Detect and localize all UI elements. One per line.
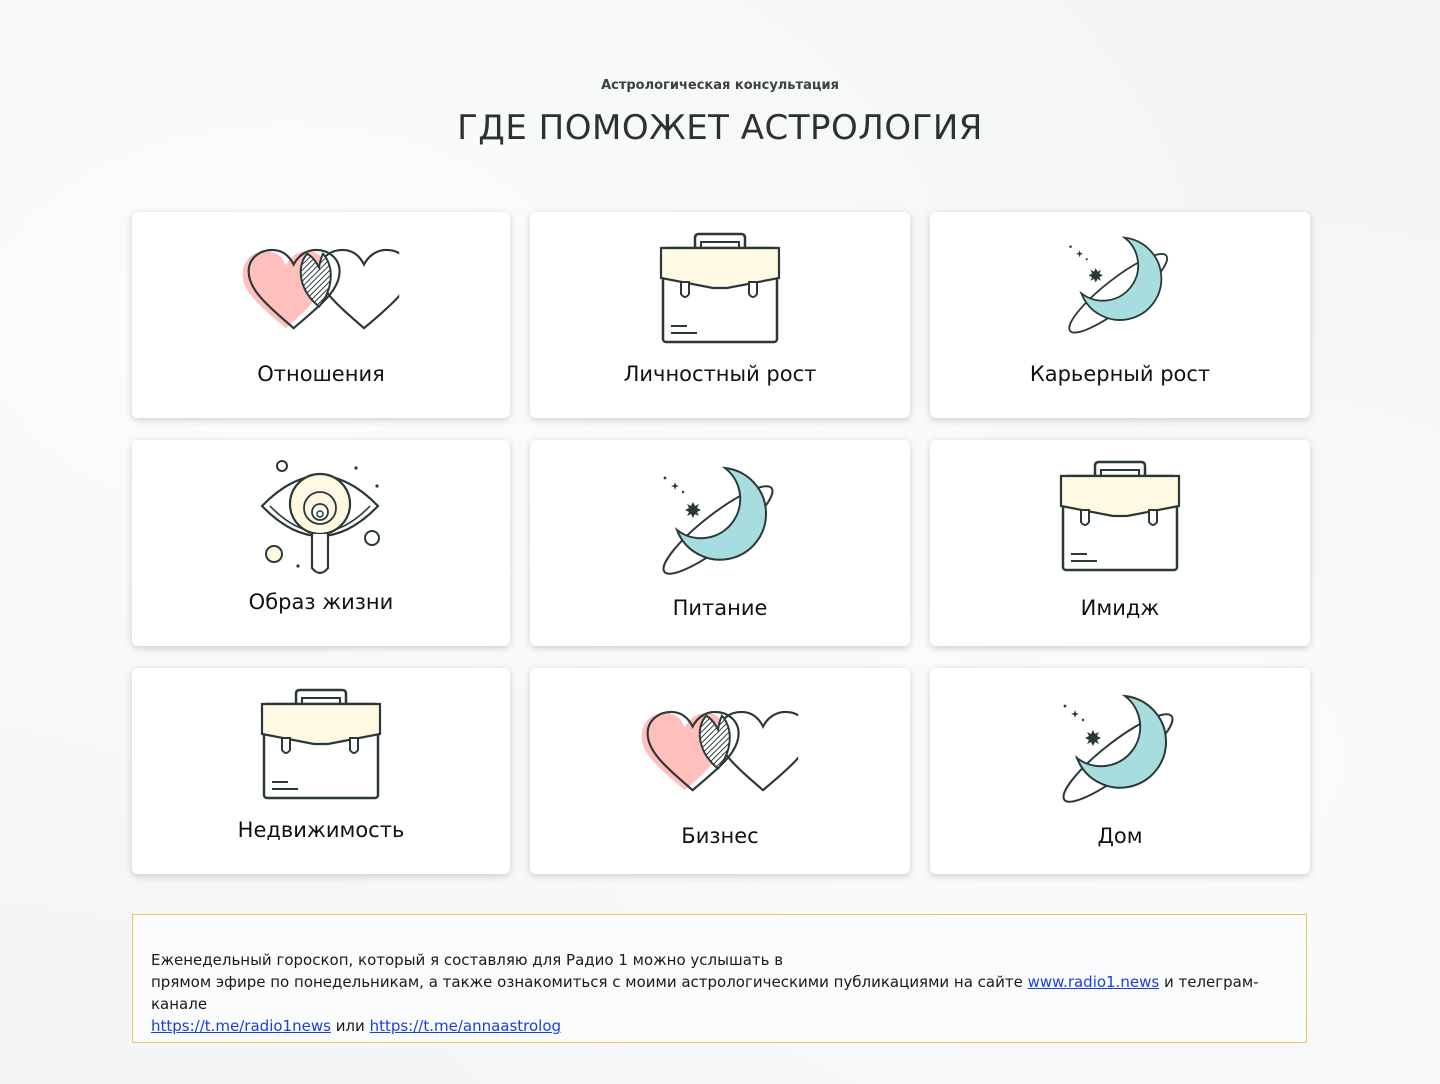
page-title: ГДЕ ПОМОЖЕТ АСТРОЛОГИЯ — [457, 108, 983, 148]
info-text-line2: прямом эфире по понедельникам, а также ознакомиться с моими астрологическими публикациями на сайте — [151, 973, 1023, 991]
card-lifestyle[interactable] — [132, 440, 510, 646]
card-relationships[interactable] — [132, 212, 510, 418]
info-text-line1: Еженедельный гороскоп, который я составляю для Радио 1 можно услышать в — [151, 951, 784, 969]
card-personal-growth[interactable] — [530, 212, 910, 418]
eye-magnifier-icon — [260, 460, 382, 578]
card-real-estate[interactable] — [132, 668, 510, 874]
card-label: Личностный рост — [623, 362, 817, 386]
page-subtitle: Астрологическая консультация — [601, 78, 839, 93]
card-business[interactable] — [530, 668, 910, 874]
card-nutrition[interactable] — [530, 440, 910, 646]
briefcase-icon — [260, 688, 382, 802]
card-label: Дом — [1097, 824, 1143, 848]
briefcase-icon — [1059, 460, 1181, 574]
card-image[interactable] — [930, 440, 1310, 646]
card-label: Отношения — [257, 362, 385, 386]
telegram-radio1-link[interactable]: https://t.me/radio1news — [151, 1017, 331, 1035]
card-label: Имидж — [1080, 596, 1160, 620]
card-label: Карьерный рост — [1029, 362, 1211, 386]
moon-planet-icon — [1061, 234, 1179, 340]
card-label: Питание — [672, 596, 768, 620]
topics-grid — [132, 212, 1310, 874]
info-text-mid: и телеграм-канале — [151, 973, 1259, 1013]
moon-planet-icon — [1055, 692, 1185, 810]
radio1-site-link[interactable]: www.radio1.news — [1027, 973, 1160, 991]
telegram-anna-link[interactable]: https://t.me/annaastrolog — [369, 1017, 562, 1035]
moon-planet-icon — [655, 464, 785, 582]
card-label: Бизнес — [681, 824, 759, 848]
hearts-icon — [242, 246, 400, 334]
briefcase-icon — [659, 232, 781, 346]
info-text-or: или — [335, 1017, 365, 1035]
hearts-icon — [641, 708, 799, 796]
info-box — [132, 914, 1307, 1043]
card-career-growth[interactable] — [930, 212, 1310, 418]
card-label: Образ жизни — [248, 590, 394, 614]
card-home[interactable] — [930, 668, 1310, 874]
card-label: Недвижимость — [237, 818, 405, 842]
